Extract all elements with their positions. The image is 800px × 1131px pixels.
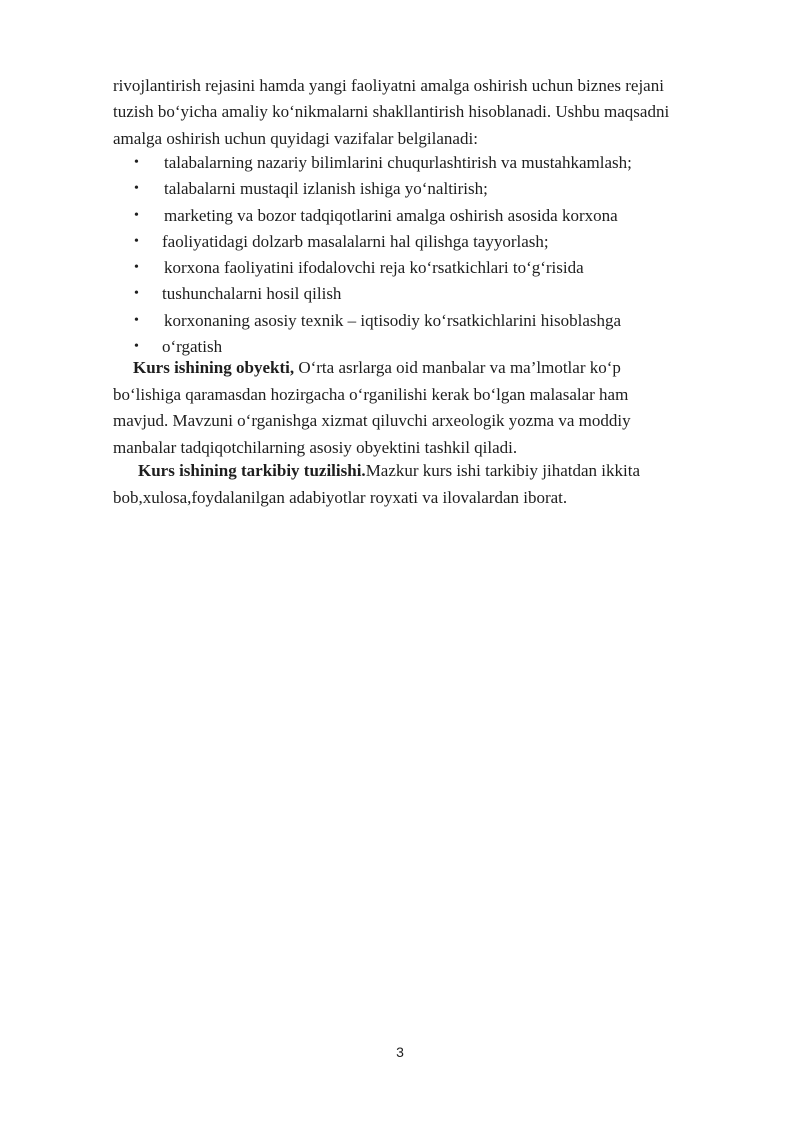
list-item-text: talabalarning nazariy bilimlarini chuqurlashtirish va mustahkamlash; (164, 153, 632, 172)
object-line: manbalar tadqiqotchilarning asosiy obyektini tashkil qiladi. (113, 437, 518, 457)
structure-first-line-text: Mazkur kurs ishi tarkibiy jihatdan ikkita (365, 461, 640, 480)
bullet-icon: • (134, 207, 139, 223)
structure-first-line (113, 458, 753, 485)
list-item-text: korxona faoliyatini ifodalovchi reja ko‘rsatkichlari to‘g‘risida (164, 258, 584, 278)
bullet-icon: • (134, 339, 139, 355)
intro-line: amalga oshirish uchun quyidagi vazifalar belgilanadi: (113, 128, 478, 148)
object-line: bo‘lishiga qaramasdan hozirgacha o‘rganilishi kerak bo‘lgan malasalar ham (113, 384, 629, 404)
list-item-text: korxonaning asosiy texnik – iqtisodiy ko‘rsatkichlarini hisoblashga (164, 310, 622, 330)
bullet-icon: • (134, 286, 139, 302)
object-line: mavjud. Mavzuni o‘rganishga xizmat qiluvchi arxeologik yozma va moddiy (113, 411, 631, 430)
object-paragraph (113, 355, 753, 461)
list-item-text: marketing va bozor tadqiqotlarini amalga oshirish asosida korxona (164, 205, 618, 225)
list-item-text: tushunchalarni hosil qilish (162, 284, 342, 304)
structure-line: bob,xulosa,foydalanilgan adabiyotlar royxati va ilovalardan iborat. (113, 487, 568, 507)
object-heading: Kurs ishining obyekti, (133, 358, 295, 377)
bullet-icon: • (134, 181, 139, 197)
bullet-icon: • (134, 233, 139, 249)
structure-heading: Kurs ishining tarkibiy tuzilishi. (138, 461, 366, 480)
bullet-icon: • (134, 260, 139, 276)
list-item-text: o‘rgatish (162, 337, 223, 357)
list-item-text: faoliyatidagi dolzarb masalalarni hal qilishga tayyorlash; (162, 231, 549, 251)
object-first-line-text: O‘rta asrlarga oid manbalar va ma’lmotlar ko‘p (294, 358, 621, 377)
page-number: 3 (396, 1044, 404, 1060)
bullet-icon: • (134, 155, 139, 170)
intro-line: rivojlantirish rejasini hamda yangi faoliyatni amalga oshirish uchun biznes rejani (113, 76, 664, 95)
bullet-icon: • (134, 312, 139, 328)
structure-paragraph (113, 458, 753, 511)
object-first-line (113, 355, 753, 382)
intro-line: tuzish bo‘yicha amaliy ko‘nikmalarni shakllantirish hisoblanadi. Ushbu maqsadni (113, 102, 670, 122)
intro-paragraph (113, 73, 753, 152)
list-item-text: talabalarni mustaqil izlanish ishiga yo‘naltirish; (164, 179, 488, 199)
